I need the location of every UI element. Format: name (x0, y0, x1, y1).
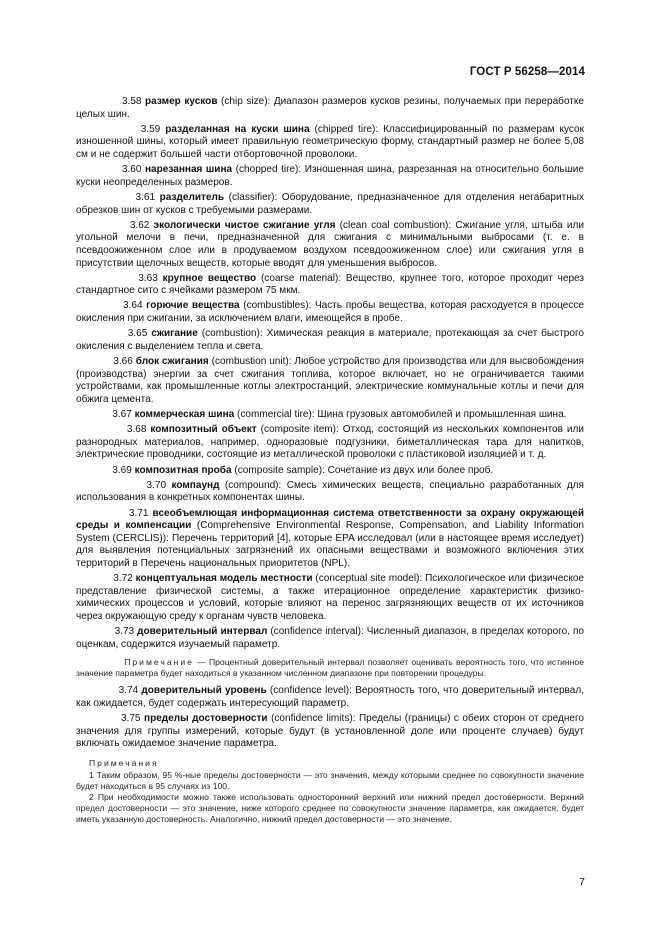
term-list (76, 96, 584, 651)
term-definition: (conceptual site model): Психологическое или физическое представление физической системы, а также итерационное определение характеристик физико-химических процессов и условий, которые влияют на перенос загрязняющих веществ от их источников через окружающую среду к органам чувств человека. (76, 573, 585, 622)
term-entry (76, 300, 584, 325)
term-number: 3.63 (138, 272, 158, 284)
note-item: 1 Таким образом, 95 %-ные пределы достоверности — это значения, между которыми среднее по совокупности значение будет находиться в 95 случаях из 100. (76, 770, 584, 792)
term-entry (76, 424, 584, 462)
term-entry (76, 192, 584, 217)
notes-title: Примечания (89, 757, 159, 768)
term-definition: (chipped tire): Классифицированный по размерам кусок изношенной шины, который имеет правильную геометрическую форму, стандартный размер не более 5,08 см и не содержит большей части отбортовочной проволоки. (76, 123, 584, 160)
term-name: коммерческая шина (134, 409, 235, 420)
term-number: 3.69 (112, 464, 132, 476)
term-entry (76, 164, 584, 189)
term-entry (76, 124, 584, 162)
term-name: блок сжигания (135, 356, 209, 368)
term-entry (76, 480, 584, 505)
term-entry (76, 328, 584, 353)
term-definition: (classifier): Оборудование, предназначенное для отделения негабаритных обрезков шин от кусков с требуемыми размерами. (76, 191, 584, 216)
term-number: 3.61 (135, 191, 156, 203)
term-entry (76, 508, 584, 571)
term-number: 3.71 (128, 507, 149, 519)
term-entry (76, 573, 584, 623)
term-name: доверительный интервал (137, 626, 268, 638)
term-definition: (chip size): Диапазон размеров кусков резины, получаемых при переработке целых шин. (76, 96, 585, 120)
term-number: 3.59 (140, 123, 161, 135)
term-name: крупное вещество (162, 272, 257, 284)
term-definition: (coarse material): Вещество, крупнее того, которое проходит через стандартное сито с ячейками размером 75 мкм. (76, 272, 585, 297)
term-name: всеобъемлющая информационная система ответственности за охрану окружающей среды и компенсации (76, 507, 584, 532)
term-name: композитная проба (134, 464, 232, 476)
term-name: сжигание (151, 328, 198, 340)
term-definition: (chopped tire): Изношенная шина, разрезанная на относительно большие куски неопределенных размеров. (76, 164, 584, 188)
note (76, 657, 584, 679)
term-definition: (combustion): Химическая реакция в материале, протекающая за счет быстрого окисления с выделением тепла и света. (76, 328, 584, 352)
term-name: экологически чистое сжигание угля (153, 219, 336, 231)
term-entry (76, 713, 584, 751)
term-definition: (composite sample): Сочетание из двух или более проб. (231, 464, 494, 476)
note-item: 2 При необходимости можно также использовать односторонний верхний или нижний предел достоверности. Верхний предел достоверности — это значение, ниже которого среднее по совокупности значение параметра, как ожидается, будет иметь указанную достоверность. Аналогично, нижний предел достоверности — это значение, (76, 792, 584, 825)
term-definition: (combustibles): Часть пробы вещества, которая расходуется в процессе окисления при сжигании, за исключением влаги, имеющейся в пробе. (76, 300, 584, 325)
term-number: 3.67 (112, 409, 132, 420)
term-name: компаунд (171, 479, 220, 491)
term-number: 3.68 (126, 424, 147, 436)
term-number: 3.60 (121, 164, 142, 176)
term-number: 3.70 (146, 479, 167, 491)
document-body (76, 96, 584, 825)
term-name: размер кусков (145, 96, 218, 107)
term-entry (76, 409, 584, 422)
term-number: 3.58 (121, 96, 142, 107)
term-name: горючие вещества (146, 300, 240, 312)
term-definition: (confidence level): Вероятность того, что доверительный интервал, как ожидается, будет содержать интересующий параметр. (76, 685, 585, 709)
term-name: разделитель (159, 191, 225, 203)
notes-block (76, 757, 584, 826)
term-number: 3.75 (120, 713, 141, 725)
note-label: Примечание (124, 657, 194, 668)
term-definition: (confidence limits): Пределы (границы) с обеих сторон от среднего значения для группы измерений, которые будут (в установленной доле или проценте случаев) будут включать ожидаемое значение параметра. (76, 713, 585, 750)
term-name: концептуальная модель местности (135, 573, 313, 585)
term-definition: (clean coal combustion): Сжигание угля, штыба или угольной мелочи в печи, предназначенной для сжигания с минимальными выбросами (т. е. в псевдоожиженном слое или в продуваемом воздухом псевдоожиженном слое) или сжигания угля в присутствии щелочных веществ, которые вводят для уменьшения выбросов. (76, 219, 584, 269)
term-entry (76, 220, 584, 270)
term-entry (76, 685, 584, 710)
term-number: 3.65 (127, 328, 148, 340)
term-number: 3.72 (113, 573, 133, 585)
term-name: разделанная на куски шина (165, 123, 310, 135)
term-entry (76, 273, 584, 298)
term-definition: (compound): Смесь химических веществ, специально разработанных для использования в конкретных компонентах шины. (76, 479, 584, 504)
term-definition: (combustion unit): Любое устройство для производства или для высвобождения (производства) энергии за счет сжигания топлива, которое включает, но не ограничивается такими устройствами, как промышленные котлы электростанций, электрические коммунальные котлы и печи для обжига цемента. (76, 356, 584, 405)
term-definition: (commercial tire): Шина грузовых автомобилей и промышленная шина. (234, 409, 567, 420)
term-entry (76, 356, 584, 406)
page-number: 7 (579, 876, 585, 888)
term-definition: (confidence interval): Численный диапазон, в пределах которого, по оценкам, содержится изучаемый параметр. (76, 626, 584, 650)
term-entry (76, 96, 584, 121)
term-entry (76, 465, 584, 478)
term-number: 3.64 (122, 300, 143, 312)
term-number: 3.73 (114, 626, 135, 638)
term-name: пределы достоверности (144, 713, 268, 725)
term-number: 3.74 (118, 685, 139, 697)
term-name: композитный объект (150, 424, 257, 436)
term-entry (76, 626, 584, 651)
term-list-continued (76, 685, 584, 751)
note-text: — Процентный доверительный интервал позволяет оценивать вероятность того, что истинное значение параметра будет находиться в указанном численном диапазоне при повторении процедуры. (76, 657, 584, 679)
term-name: нарезанная шина (144, 164, 233, 176)
term-name: доверительный уровень (141, 685, 267, 697)
term-number: 3.66 (113, 356, 133, 368)
term-definition: (composite item): Отход, состоящий из нескольких компонентов или разнородных материалов, например, одноразовые подгузники, биметаллическая тара для напитков, электрические проводники, состоящие из металлической проволоки с пластиковой изоляцией и т. д. (76, 424, 584, 461)
term-number: 3.62 (129, 219, 150, 231)
document-header: ГОСТ Р 56258—2014 (469, 66, 585, 78)
term-definition: (Comprehensive Environmental Response, Compensation, and Liability Information System (CERCLIS)): Перечень территорий [4], которые EPA исследовал (или в настоящее время исследует) для выявления потенциальных загрязнений их опасными веществами и возможного включения этих территорий в Перечень национальных приоритетов (NPL). (76, 520, 584, 569)
